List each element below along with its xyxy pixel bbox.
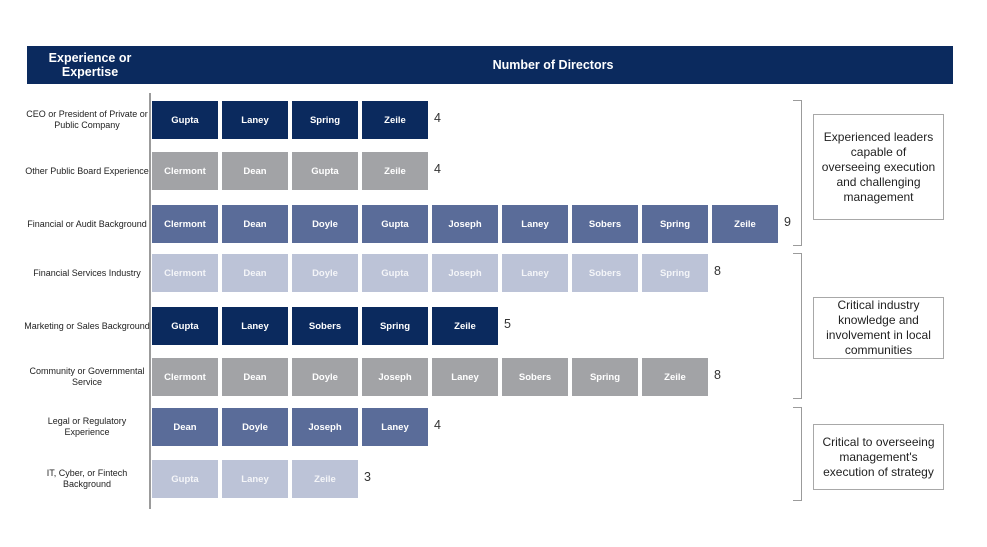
row-label: Other Public Board Experience bbox=[25, 165, 149, 176]
row-label: CEO or President of Private or Public Company bbox=[26, 109, 148, 130]
director-count: 4 bbox=[434, 111, 441, 125]
director-cell: Laney bbox=[502, 254, 568, 292]
director-cell: Joseph bbox=[432, 254, 498, 292]
director-cell: Clermont bbox=[152, 205, 218, 243]
group-bracket bbox=[793, 100, 802, 246]
director-cell: Gupta bbox=[152, 307, 218, 345]
director-cell: Laney bbox=[222, 460, 288, 498]
director-count: 9 bbox=[784, 215, 791, 229]
director-count: 8 bbox=[714, 264, 721, 278]
director-cell: Gupta bbox=[292, 152, 358, 190]
director-cell: Doyle bbox=[292, 358, 358, 396]
director-cell: Spring bbox=[642, 254, 708, 292]
director-cell: Zeile bbox=[362, 152, 428, 190]
row-label: Financial Services Industry bbox=[33, 267, 141, 278]
director-count: 3 bbox=[364, 470, 371, 484]
table-header bbox=[27, 46, 953, 84]
director-cell: Gupta bbox=[152, 460, 218, 498]
director-cell: Zeile bbox=[712, 205, 778, 243]
director-cell: Spring bbox=[292, 101, 358, 139]
director-cell: Sobers bbox=[502, 358, 568, 396]
director-cell: Zeile bbox=[362, 101, 428, 139]
director-cell: Clermont bbox=[152, 152, 218, 190]
row-label: Financial or Audit Background bbox=[27, 218, 147, 229]
row-label: Community or Governmental Service bbox=[29, 366, 145, 387]
director-cell: Clermont bbox=[152, 254, 218, 292]
director-cell: Laney bbox=[362, 408, 428, 446]
director-cell: Dean bbox=[222, 358, 288, 396]
director-cell: Sobers bbox=[572, 254, 638, 292]
group-bracket bbox=[793, 253, 802, 399]
director-cell: Spring bbox=[362, 307, 428, 345]
director-cell: Dean bbox=[222, 254, 288, 292]
director-cell: Laney bbox=[222, 307, 288, 345]
row-label: IT, Cyber, or Fintech Background bbox=[46, 468, 128, 489]
group-note: Critical to overseeing management's execution of strategy bbox=[813, 424, 944, 490]
director-cell: Joseph bbox=[432, 205, 498, 243]
director-cell: Doyle bbox=[222, 408, 288, 446]
director-cell: Zeile bbox=[432, 307, 498, 345]
row-label: Marketing or Sales Background bbox=[24, 320, 150, 331]
director-cell: Dean bbox=[222, 205, 288, 243]
director-cell: Clermont bbox=[152, 358, 218, 396]
header-directors-title: Number of Directors bbox=[492, 58, 614, 72]
group-note: Experienced leaders capable of overseeing execution and challenging management bbox=[813, 114, 944, 220]
director-cell: Gupta bbox=[362, 205, 428, 243]
director-cell: Dean bbox=[222, 152, 288, 190]
director-count: 8 bbox=[714, 368, 721, 382]
director-cell: Laney bbox=[432, 358, 498, 396]
director-cell: Zeile bbox=[642, 358, 708, 396]
director-cell: Joseph bbox=[292, 408, 358, 446]
group-bracket bbox=[793, 407, 802, 501]
director-cell: Spring bbox=[572, 358, 638, 396]
director-cell: Doyle bbox=[292, 254, 358, 292]
director-cell: Spring bbox=[642, 205, 708, 243]
director-cell: Laney bbox=[222, 101, 288, 139]
director-cell: Zeile bbox=[292, 460, 358, 498]
row-label: Legal or Regulatory Experience bbox=[47, 416, 127, 437]
director-cell: Sobers bbox=[572, 205, 638, 243]
director-count: 4 bbox=[434, 162, 441, 176]
director-cell: Doyle bbox=[292, 205, 358, 243]
director-cell: Gupta bbox=[362, 254, 428, 292]
header-experience-title: Experience or Expertise bbox=[48, 51, 132, 79]
director-cell: Gupta bbox=[152, 101, 218, 139]
director-cell: Laney bbox=[502, 205, 568, 243]
group-note: Critical industry knowledge and involvement in local communities bbox=[813, 297, 944, 359]
director-count: 4 bbox=[434, 418, 441, 432]
director-count: 5 bbox=[504, 317, 511, 331]
director-cell: Sobers bbox=[292, 307, 358, 345]
director-cell: Joseph bbox=[362, 358, 428, 396]
director-cell: Dean bbox=[152, 408, 218, 446]
